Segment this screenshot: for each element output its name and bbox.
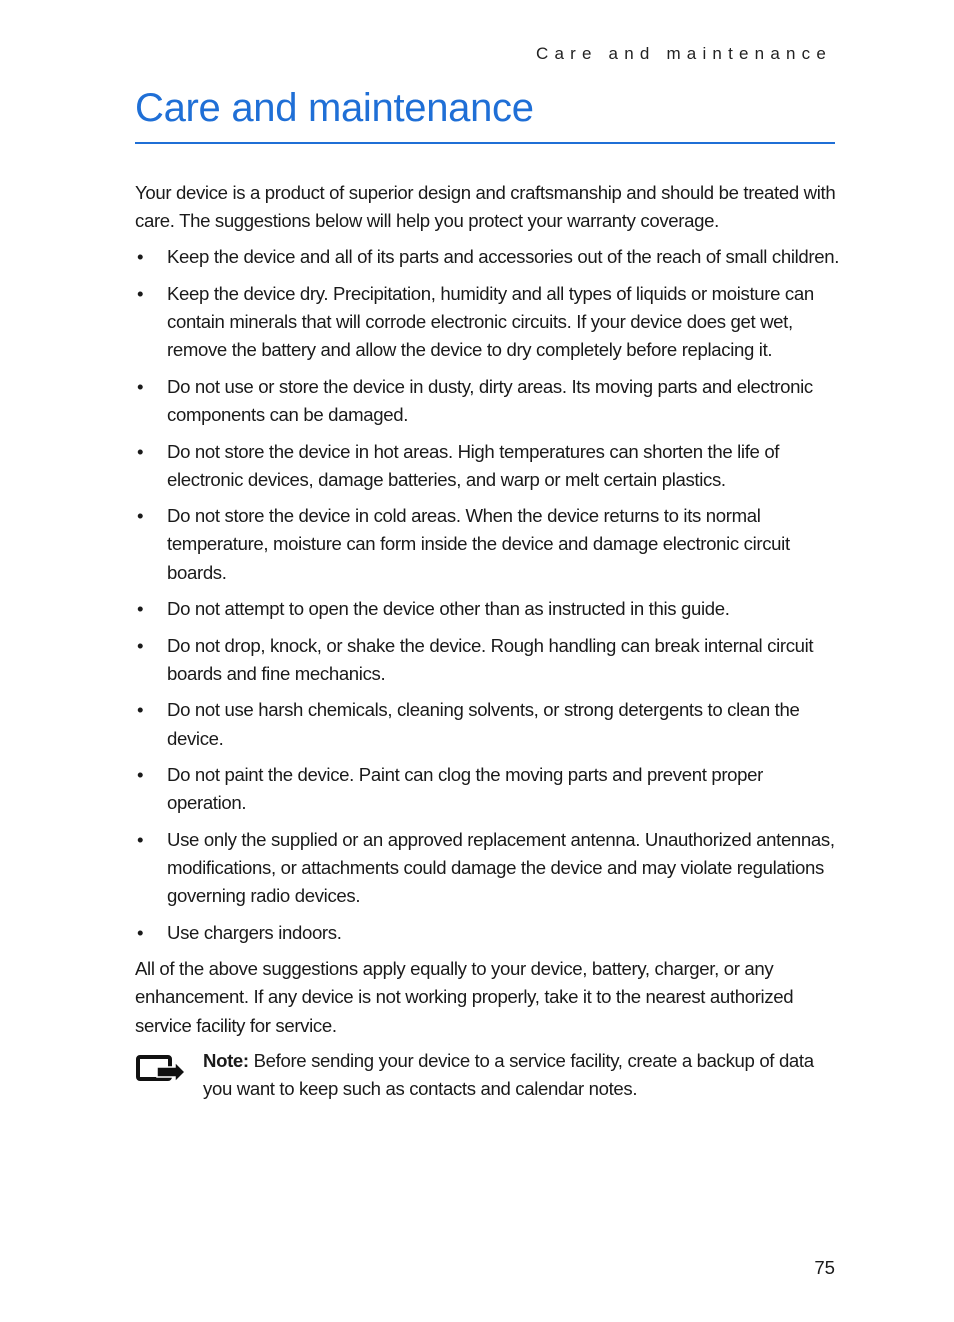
list-item bbox=[135, 438, 840, 494]
bullet-icon: • bbox=[137, 246, 144, 268]
title-divider bbox=[135, 142, 835, 144]
list-item bbox=[135, 502, 840, 587]
bullet-icon: • bbox=[137, 828, 144, 850]
list-item bbox=[135, 595, 840, 623]
list-item bbox=[135, 373, 840, 429]
list-item bbox=[135, 696, 840, 752]
page-number: 75 bbox=[814, 1257, 835, 1278]
list-item-text: Keep the device and all of its parts and accessories out of the reach of small children. bbox=[167, 246, 840, 268]
bullet-icon: • bbox=[137, 598, 144, 620]
bullet-icon: • bbox=[137, 634, 144, 656]
running-header: Care and maintenance bbox=[535, 44, 832, 63]
list-item-text: Use chargers indoors. bbox=[167, 921, 342, 943]
list-item-text: Do not store the device in hot areas. High temperatures can shorten the life of electronic devices, damage batteries, and warp or melt certain plastics. bbox=[167, 440, 780, 490]
list-item bbox=[135, 761, 840, 817]
list-item-text: Use only the supplied or an approved replacement antenna. Unauthorized antennas, modifications, or attachments could damage the device and may violate regulations governing radio devices. bbox=[167, 828, 835, 907]
main-content bbox=[135, 179, 840, 1103]
bullet-icon: • bbox=[137, 921, 144, 943]
note-text: Before sending your device to a service facility, create a backup of data you want to keep such as contacts and calendar notes. bbox=[203, 1049, 814, 1099]
list-item-text: Keep the device dry. Precipitation, humidity and all types of liquids or moisture can contain minerals that will corrode electronic circuits. If your device does get wet, remove the battery and allow the device to dry completely before replacing it. bbox=[167, 282, 814, 361]
closing-paragraph: All of the above suggestions apply equally to your device, battery, charger, or any enhancement. If any device is not working properly, take it to the nearest authorized service facility for service. bbox=[135, 958, 794, 1036]
page-title: Care and maintenance bbox=[135, 86, 534, 130]
note-label: Note: bbox=[203, 1049, 249, 1071]
list-item bbox=[135, 919, 840, 947]
list-item-text: Do not drop, knock, or shake the device. Rough handling can break internal circuit boards and fine mechanics. bbox=[167, 634, 814, 684]
note-block bbox=[135, 1047, 840, 1103]
list-item-text: Do not use or store the device in dusty, dirty areas. Its moving parts and electronic components can be damaged. bbox=[167, 375, 813, 426]
note-icon bbox=[135, 1052, 187, 1084]
list-item-text: Do not paint the device. Paint can clog the moving parts and prevent proper operation. bbox=[167, 764, 763, 814]
list-item-text: Do not attempt to open the device other than as instructed in this guide. bbox=[167, 598, 730, 620]
list-item bbox=[135, 632, 840, 688]
list-item bbox=[135, 826, 840, 911]
list-item-text: Do not store the device in cold areas. When the device returns to its normal temperature, moisture can form inside the device and damage electronic circuit boards. bbox=[167, 505, 790, 583]
bullet-icon: • bbox=[137, 505, 144, 527]
bullet-icon: • bbox=[137, 282, 144, 304]
care-suggestions-list bbox=[135, 243, 840, 946]
list-item bbox=[135, 280, 840, 365]
bullet-icon: • bbox=[137, 764, 144, 786]
bullet-icon: • bbox=[137, 440, 144, 462]
list-item bbox=[135, 243, 840, 271]
intro-paragraph: Your device is a product of superior design and craftsmanship and should be treated with care. The suggestions below will help you protect your warranty coverage. bbox=[135, 182, 836, 232]
bullet-icon: • bbox=[137, 699, 144, 721]
bullet-icon: • bbox=[137, 375, 144, 397]
list-item-text: Do not use harsh chemicals, cleaning solvents, or strong detergents to clean the device. bbox=[167, 699, 800, 749]
